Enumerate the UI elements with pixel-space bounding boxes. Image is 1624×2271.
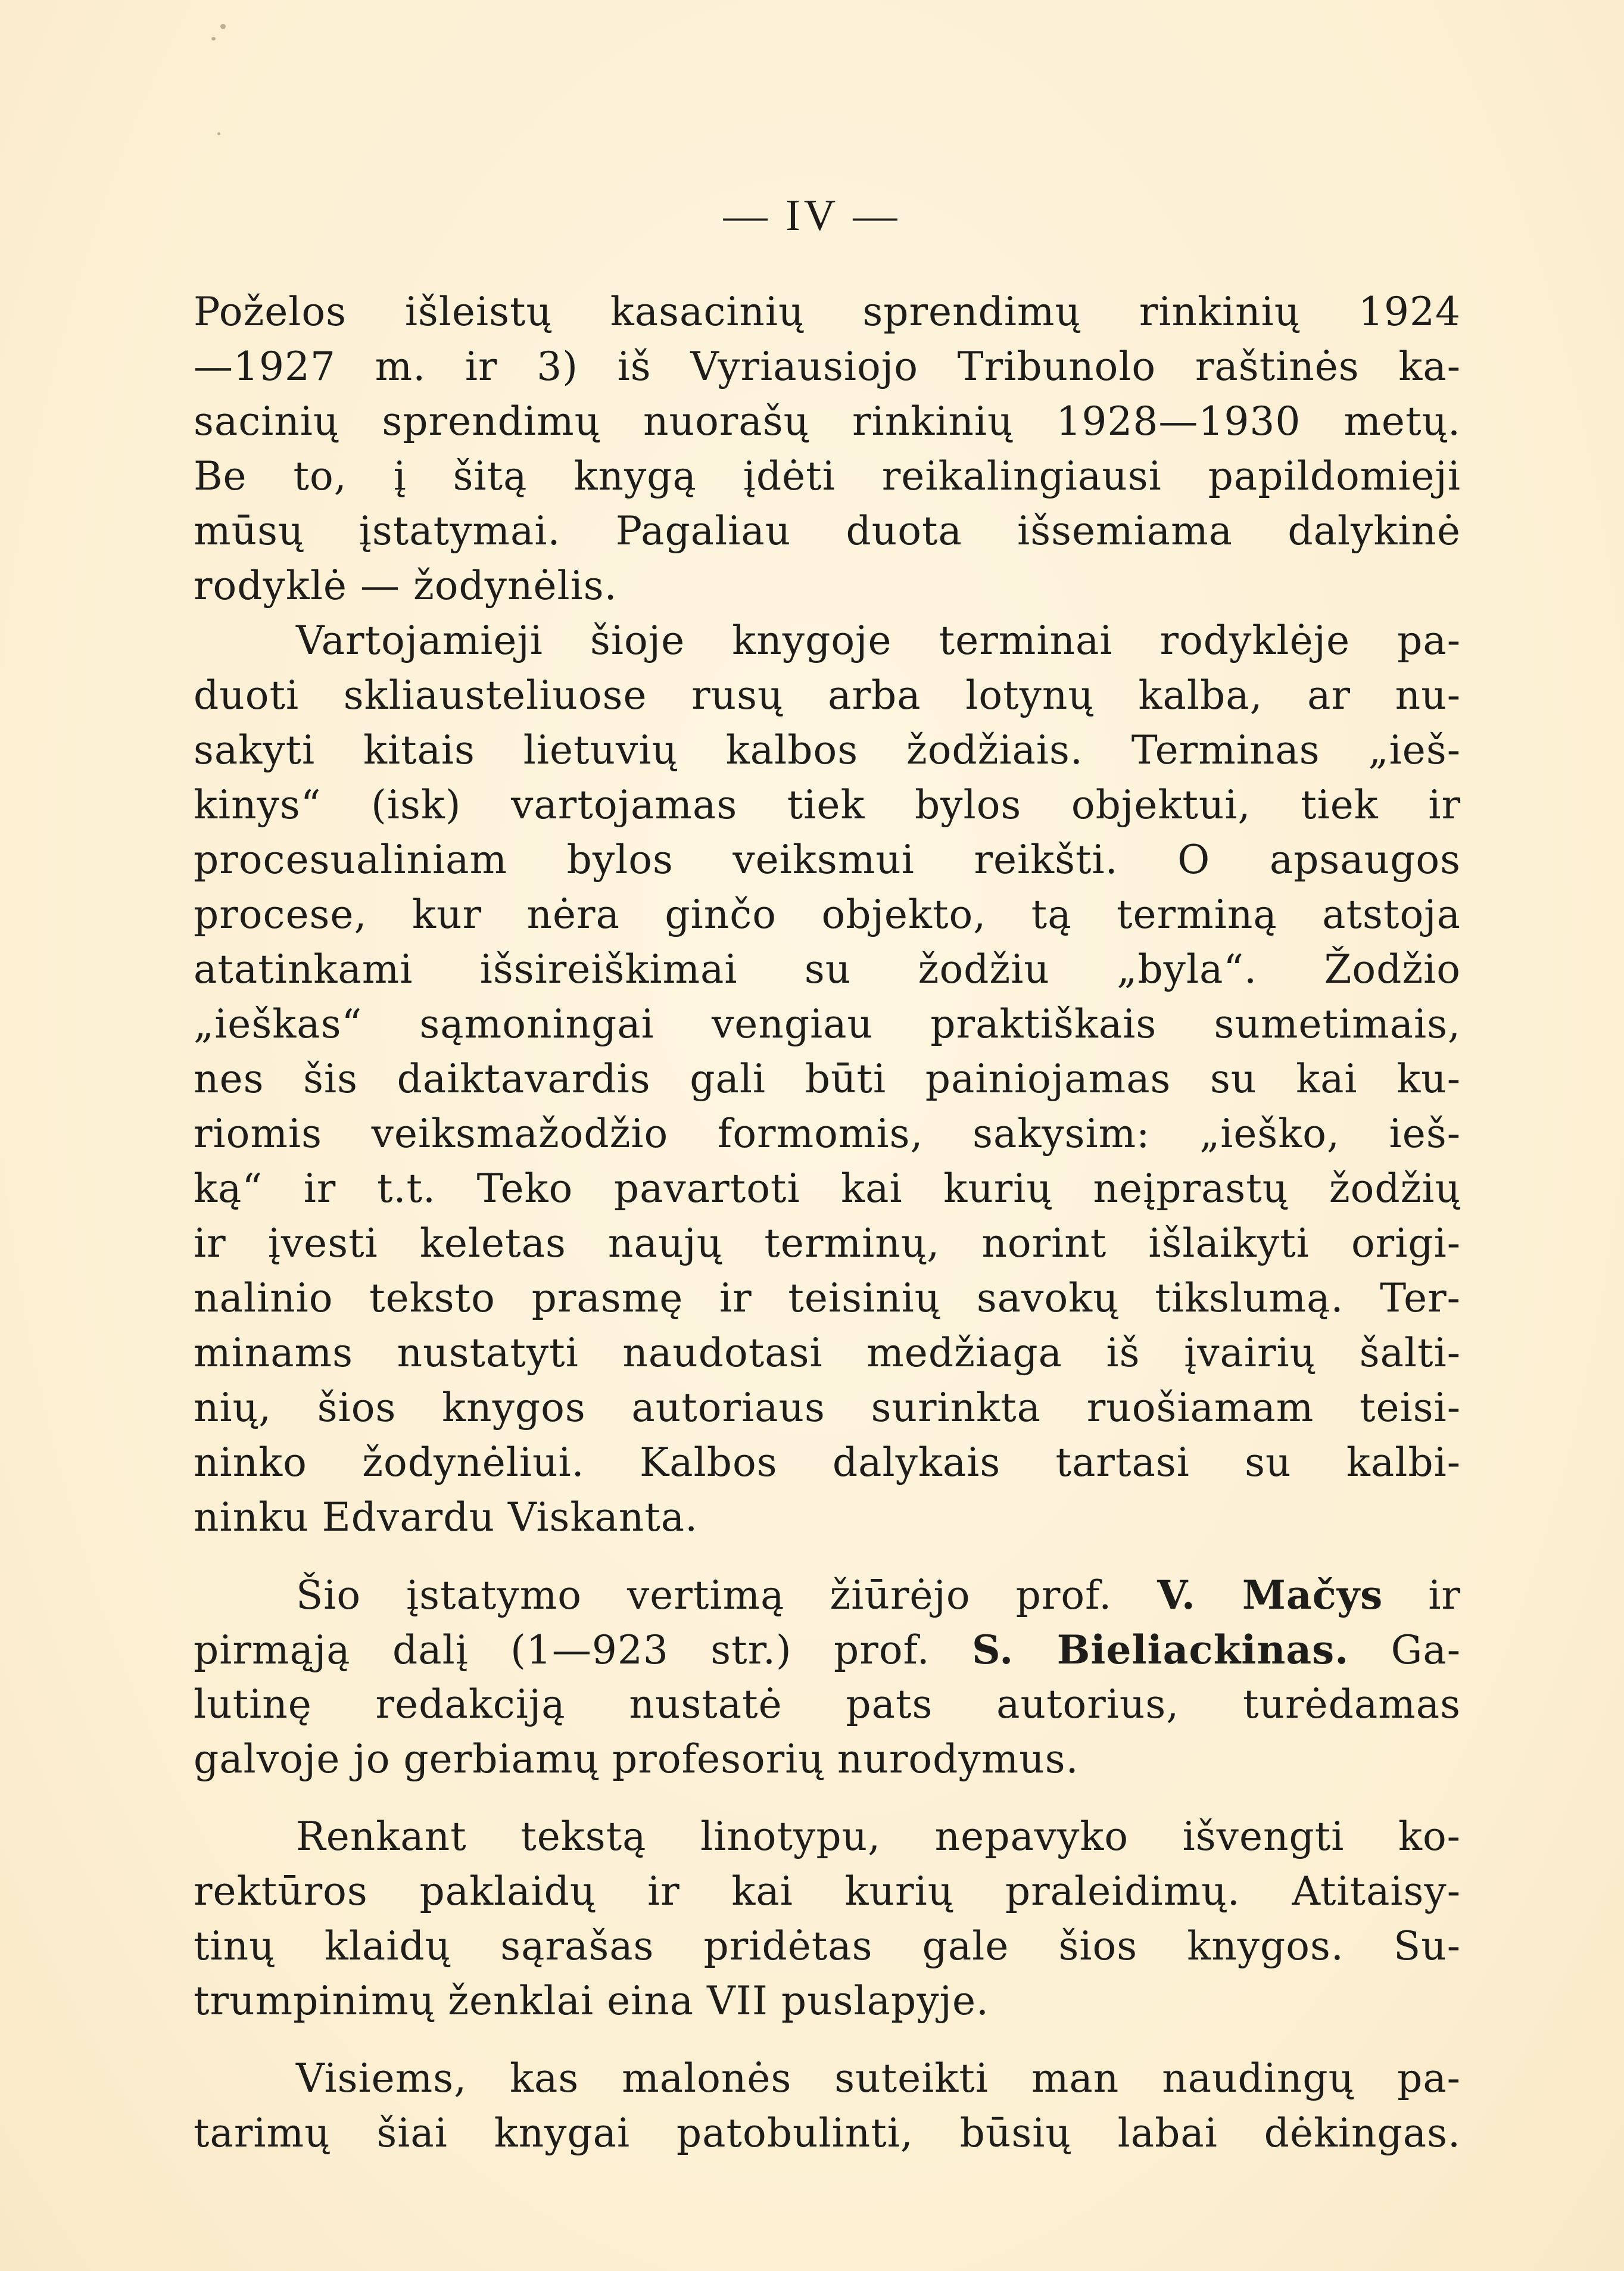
text-run: Ga- (1349, 1627, 1461, 1673)
text-line: mūsų įstatymai. Pagaliau duota išsemiama dalykinė (194, 508, 1461, 554)
text-line: „ieškas“ sąmoningai vengiau praktiškais sumetimais, (194, 1001, 1461, 1047)
text-line: galvoje jo gerbiamų profesorių nurodymus. (194, 1736, 1079, 1782)
page-number: — IV — (723, 191, 901, 240)
text-line: Renkant tekstą linotypu, nepavyko išvengti ko- (296, 1814, 1461, 1859)
text-line: tinų klaidų sąrašas pridėtas gale šios knygos. Su- (194, 1923, 1461, 1969)
text-line: tarimų šiai knygai patobulinti, būsių labai dėkingas. (194, 2110, 1461, 2156)
text-run: ir (1383, 1572, 1461, 1618)
text-line: minams nustatyti naudotasi medžiaga iš įvairių šalti- (194, 1330, 1461, 1376)
text-run: Šio įstatymo vertimą žiūrėjo prof. (296, 1572, 1158, 1618)
text-line: ką“ ir t.t. Teko pavartoti kai kurių neįprastų žodžių (194, 1166, 1461, 1211)
paragraph (194, 2051, 1461, 2161)
body-text (194, 285, 1461, 2161)
text-line: procesualiniam bylos veiksmui reikšti. O apsaugos (194, 837, 1461, 883)
paragraph (194, 613, 1461, 1545)
text-line: Vartojamieji šioje knygoje terminai rodyklėje pa- (296, 618, 1461, 663)
text-line: kinys“ (isk) vartojamas tiek bylos objektui, tiek ir (194, 782, 1461, 828)
text-line: duoti skliausteliuose rusų arba lotynų kalba, ar nu- (194, 672, 1461, 718)
text-line: Poželos išleistų kasacinių sprendimų rinkinių 1924 (194, 289, 1461, 335)
text-line: trumpinimų ženklai eina VII puslapyje. (194, 1978, 989, 2024)
paragraph (194, 1568, 1461, 1787)
text-line: Visiems, kas malonės suteikti man naudingų pa- (296, 2055, 1461, 2101)
text-line: —1927 m. ir 3) iš Vyriausiojo Tribunolo raštinės ka- (194, 344, 1461, 390)
text-line: ninku Edvardu Viskanta. (194, 1494, 699, 1540)
text-line: rektūros paklaidų ir kai kurių praleidimų. Atitaisy- (194, 1868, 1461, 1914)
paragraph (194, 285, 1461, 613)
paper-speck (211, 37, 216, 41)
text-line: ninko žodynėliui. Kalbos dalykais tartasi su kalbi- (194, 1440, 1461, 1485)
text-line: nalinio teksto prasmę ir teisinių savokų tikslumą. Ter- (194, 1275, 1461, 1321)
text-line: rodyklė — žodynėlis. (194, 563, 618, 609)
person-name: S. Bieliackinas. (971, 1627, 1349, 1673)
text-line: atatinkami išsireiškimai su žodžiu „byla“. Žodžio (194, 946, 1461, 992)
text-line: procese, kur nėra ginčo objekto, tą terminą atstoja (194, 892, 1461, 937)
paper-speck (217, 132, 220, 135)
text-line: ir įvesti keletas naujų terminų, norint išlaikyti origi- (194, 1220, 1461, 1266)
text-line: nių, šios knygos autoriaus surinkta ruošiamam teisi- (194, 1385, 1461, 1431)
text-line (194, 1622, 1461, 1677)
text-line: lutinę redakciją nustatė pats autorius, turėdamas (194, 1681, 1461, 1727)
text-line (194, 1568, 1461, 1622)
text-line: nes šis daiktavardis gali būti painiojamas su kai ku- (194, 1056, 1461, 1102)
text-line: Be to, į šitą knygą įdėti reikalingiausi papildomieji (194, 453, 1461, 499)
text-line: riomis veiksmažodžio formomis, sakysim: „ieško, ieš- (194, 1111, 1461, 1157)
text-line: sacinių sprendimų nuorašų rinkinių 1928—1930 metų. (194, 398, 1461, 444)
paper-speck (220, 24, 226, 29)
person-name: V. Mačys (1157, 1572, 1383, 1618)
paragraph (194, 1809, 1461, 2029)
text-run: pirmąją dalį (1—923 str.) prof. (194, 1627, 972, 1673)
text-line: sakyti kitais lietuvių kalbos žodžiais. Terminas „ieš- (194, 727, 1461, 773)
